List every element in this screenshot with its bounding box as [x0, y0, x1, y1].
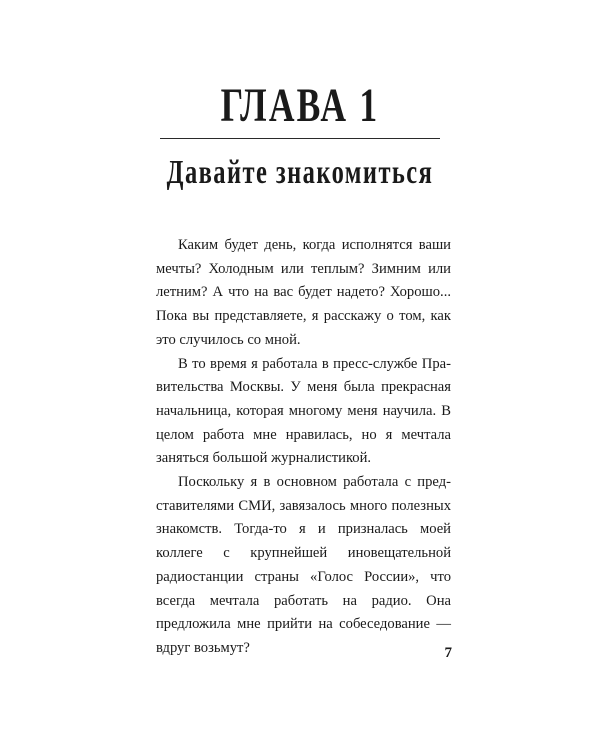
body-text	[156, 234, 451, 661]
chapter-divider	[160, 138, 440, 139]
paragraph-1: Каким будет день, когда исполнятся ваши мечты? Холодным или теплым? Зимним или летним? А что на вас будет надето? Хорошо... Пока вы представляете, я расскажу о том, как это случилось со мной.	[156, 237, 451, 348]
chapter-title: Давайте знакомиться	[166, 154, 434, 191]
page-number: 7	[444, 645, 452, 661]
paragraph-2: В то время я работала в пресс-службе Правительства Москвы. У меня была прекрасная начальница, которая многому меня научила. В целом работа мне нравилась, но я мечтала заняться большой журналистикой.	[156, 355, 451, 467]
paragraph-3: Поскольку я в основном работала с представителями СМИ, завязалось много полезных знакомств. Тогда-то я и призналась моей коллеге с крупнейшей иновещательной радиостанции страны «Голос России», что всегда мечтала работать на радио. Она предложила мне прийти на собеседование — вдруг возьмут?	[156, 474, 451, 656]
chapter-number: ГЛАВА 1	[220, 79, 380, 132]
